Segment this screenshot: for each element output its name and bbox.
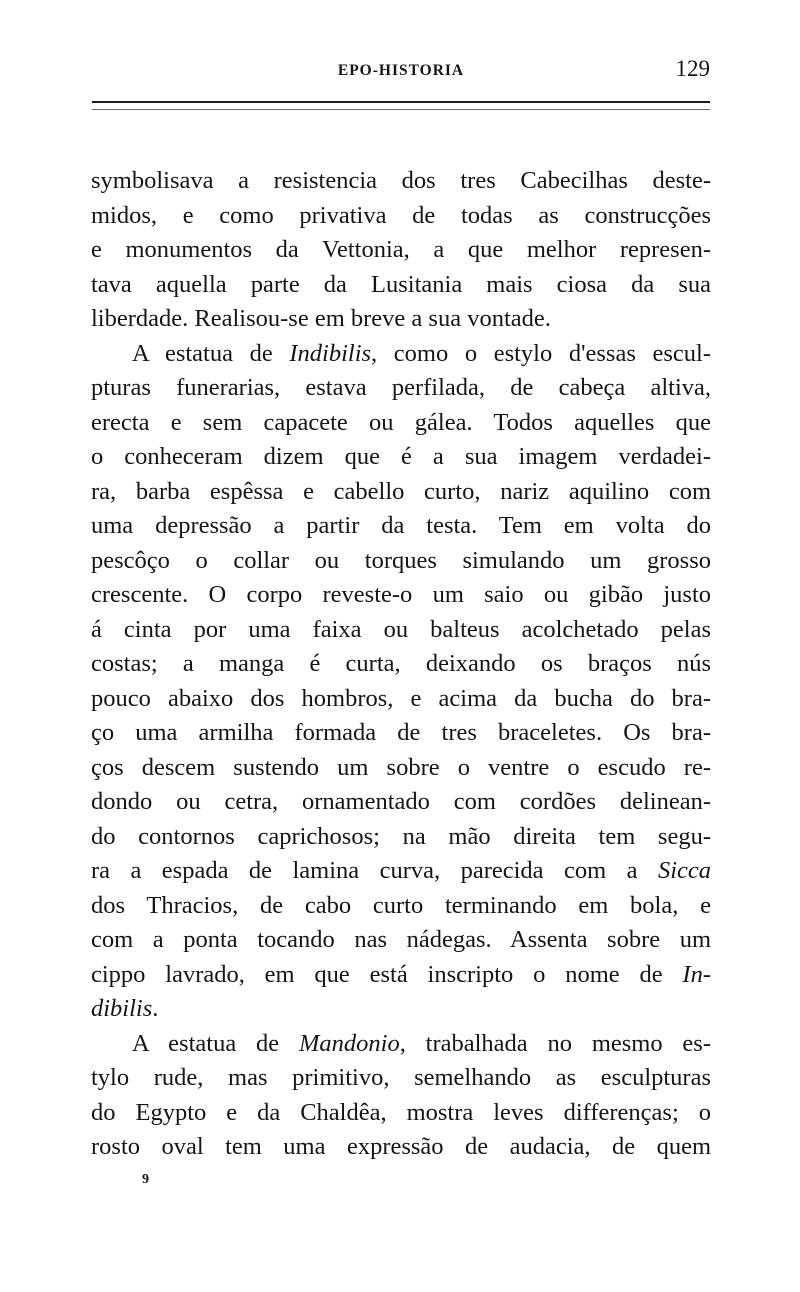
- text-line: dondo ou cetra, ornamentado com cordões delinean-: [91, 788, 711, 815]
- text-line: e monumentos da Vettonia, a que melhor represen-: [91, 236, 711, 263]
- text-line: liberdade. Realisou-se em breve a sua vontade.: [91, 305, 551, 332]
- text-line: o conheceram dizem que é a sua imagem verdadei-: [91, 443, 711, 470]
- running-title: EPO-HISTORIA: [337, 62, 465, 79]
- text-line: rosto oval tem uma expressão de audacia, de quem: [91, 1133, 711, 1160]
- text-line: dibilis.: [91, 995, 159, 1022]
- text-line: costas; a manga é curta, deixando os braços nús: [91, 650, 711, 677]
- body-text: [91, 164, 711, 1165]
- text-line: crescente. O corpo reveste-o um saio ou gibão justo: [91, 581, 711, 608]
- text-line: tava aquella parte da Lusitania mais ciosa da sua: [91, 270, 711, 298]
- text-line: A estatua de Indibilis, como o estylo d'essas escul-: [132, 339, 711, 367]
- text-line: ços descem sustendo um sobre o ventre o escudo re-: [91, 753, 711, 781]
- text-line: erecta e sem capacete ou gálea. Todos aquelles que: [91, 408, 711, 436]
- text-line: A estatua de Mandonio, trabalhada no mesmo es-: [132, 1029, 711, 1057]
- text-line: uma depressão a partir da testa. Tem em volta do: [91, 512, 711, 539]
- text-line: ço uma armilha formada de tres braceletes. Os bra-: [91, 719, 711, 746]
- text-line: cippo lavrado, em que está inscripto o nome de In-: [91, 960, 711, 988]
- text-line: symbolisava a resistencia dos tres Cabecilhas deste-: [91, 167, 711, 194]
- page-header: [92, 56, 710, 90]
- text-line: com a ponta tocando nas nádegas. Assenta sobre um: [91, 926, 711, 953]
- text-line: ra, barba espêssa e cabello curto, nariz aquilino com: [91, 477, 711, 505]
- text-line: do contornos caprichosos; na mão direita tem segu-: [91, 822, 711, 850]
- header-rule-thin: [92, 109, 710, 110]
- text-line: do Egypto e da Chaldêa, mostra leves differenças; o: [91, 1098, 711, 1126]
- text-line: pturas funerarias, estava perfilada, de cabeça altiva,: [91, 374, 711, 401]
- text-line: tylo rude, mas primitivo, semelhando as esculpturas: [91, 1064, 711, 1091]
- text-line: midos, e como privativa de todas as construcções: [91, 201, 711, 229]
- text-line: pouco abaixo dos hombros, e acima da bucha do bra-: [91, 684, 711, 712]
- header-rule-thick: [92, 101, 710, 103]
- text-line: ra a espada de lamina curva, parecida com a Sicca: [91, 857, 711, 884]
- text-line: dos Thracios, de cabo curto terminando em bola, e: [91, 891, 711, 919]
- page-number: 129: [675, 56, 710, 81]
- signature-mark: 9: [142, 1172, 149, 1187]
- text-line: pescôço o collar ou torques simulando um grosso: [91, 546, 711, 574]
- text-line: á cinta por uma faixa ou balteus acolchetado pelas: [91, 615, 711, 643]
